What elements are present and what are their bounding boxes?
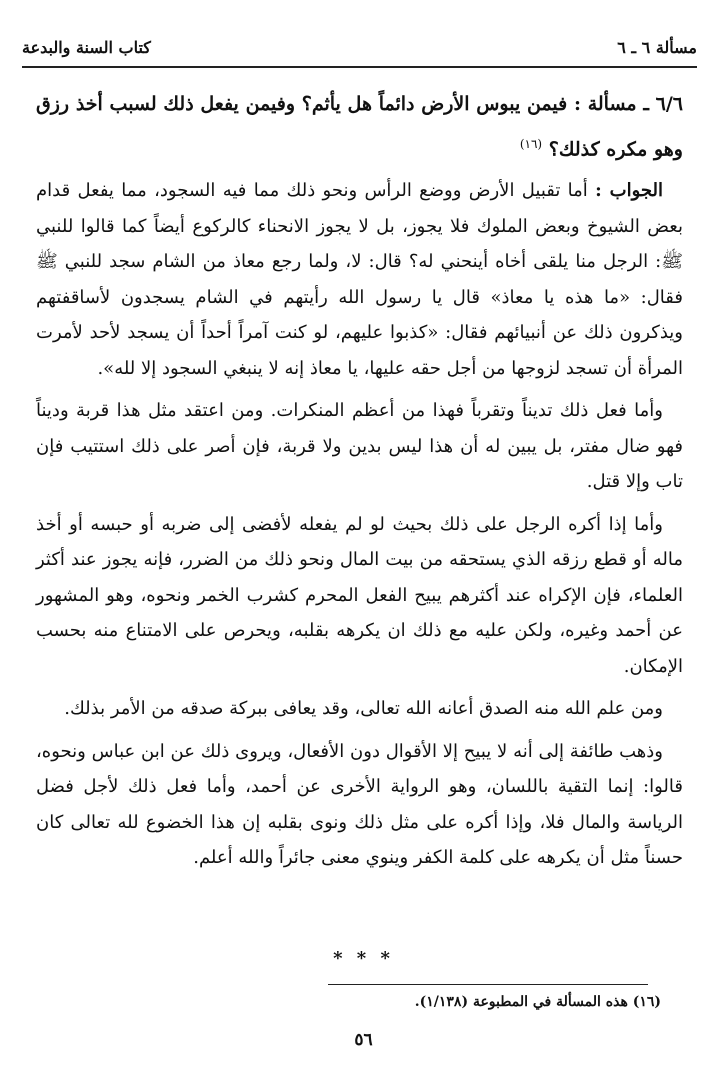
footnote-rule xyxy=(328,984,648,985)
book-title: كتاب السنة والبدعة xyxy=(22,38,151,57)
paragraph: وأما فعل ذلك تديناً وتقرباً فهذا من أعظم المنكرات. ومن اعتقد مثل هذا قربة وديناً فهو ضال مفتر، بل يبين له أن هذا ليس بدين ولا قربة، فإن أصر على ذلك استتيب فإن تاب وإلا قتل. xyxy=(36,400,683,493)
answer-paragraph xyxy=(36,173,683,386)
header-rule xyxy=(22,66,697,68)
question-number: ٦/٦ ـ مسألة : xyxy=(573,93,683,115)
footnote: (١٦) هذه المسألة في المطبوعة (١/١٣٨). xyxy=(414,994,661,1010)
footnote-ref: (١٦) xyxy=(519,137,543,151)
answer-label: الجواب : xyxy=(595,180,663,202)
section-separator: * * * xyxy=(333,948,394,969)
paragraph: وذهب طائفة إلى أنه لا يبيح إلا الأقوال دون الأفعال، ويروى ذلك عن ابن عباس ونحوه، قالوا: إنما التقية باللسان، وهو الرواية الأخرى عن أحمد، وأما فعل ذلك لأجل فضل الرياسة والمال فلا، وإذا أكره على مثل ذلك ونوى بقلبه إن هذا الخضوع لله تعالى كان حسناً مثل أن يكرهه على كلمة الكفر وينوي معنى جائراً والله أعلم. xyxy=(36,740,683,869)
paragraph: وأما إذا أكره الرجل على ذلك بحيث لو لم يفعله لأفضى إلى ضربه أو حبسه أو أخذ ماله أو قطع رزقه الذي يستحقه من بيت المال ونحو ذلك من الضرر، فإنه يجوز عند أكثر العلماء، فإن الإكراه عند أكثرهم يبيح الفعل المحرم كشرب الخمر ونحوه، وهو المشهور عن أحمد وغيره، ولكن عليه مع ذلك ان يكرهه بقلبه، ويحرص على الامتناع منه بحسب الإمكان. xyxy=(36,513,683,677)
running-header xyxy=(22,34,697,64)
answer-text: أما تقبيل الأرض ووضع الرأس ونحو ذلك مما فيه السجود، مما يفعل قدام بعض الشيوخ وبعض الملوك فلا يجوز، بل لا يجوز الانحناء كالركوع أيضاً كما قالوا للنبي ﷺ: الرجل منا يلقى أخاه أينحني له؟ قال: لا، ولما رجع معاذ من الشام سجد للنبي ﷺ فقال: «ما هذه يا معاذ» قال يا رسول الله رأيتهم في الشام يسجدون لأساقفتهم ويذكرون ذلك عن أنبيائهم فقال: «كذبوا عليهم، لو كنت آمراً أحداً أن يسجد لأحد لأمرت المرأة أن تسجد لزوجها من أجل حقه عليها، يا معاذ إنه لا ينبغي السجود إلا لله». xyxy=(36,180,683,379)
paragraph: ومن علم الله منه الصدق أعانه الله تعالى، وقد يعافى ببركة صدقه من الأمر بذلك. xyxy=(64,698,663,720)
question-heading xyxy=(36,84,683,169)
main-text xyxy=(36,84,683,883)
section-label: مسألة ٦ ـ ٦ xyxy=(617,38,697,57)
question-text: فيمن يبوس الأرض دائماً هل يأثم؟ وفيمن يفعل ذلك لسبب أخذ رزق وهو مكره كذلك؟ xyxy=(36,93,683,161)
page-number: ٥٦ xyxy=(354,1030,373,1050)
